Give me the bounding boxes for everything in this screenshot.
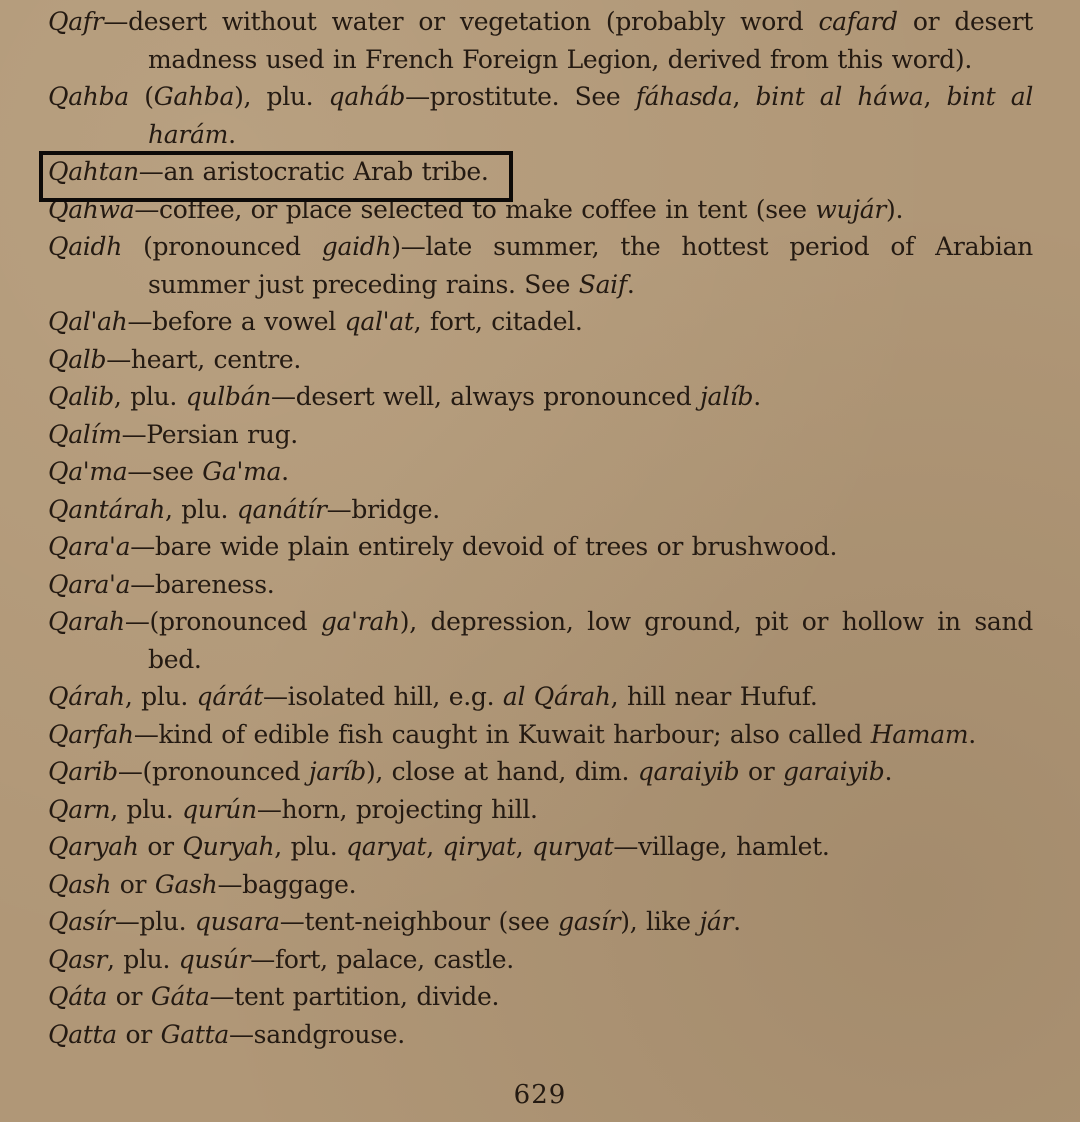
glossary-entry-qaryah: Qaryah or Quryah, plu. qaryat, qiryat, quryat—village, hamlet. xyxy=(48,832,830,861)
glossary-entry-qasr: Qasr, plu. qusúr—fort, palace, castle. xyxy=(48,944,514,974)
glossary-entry-qalb: Qalb—heart, centre. xyxy=(48,344,302,374)
glossary-entry-qahtan: Qahtan—an aristocratic Arab tribe. xyxy=(48,157,489,186)
entry-term: Qasr xyxy=(48,944,107,974)
entry-term: Qara'a xyxy=(48,569,131,599)
glossary-entry-qalib: Qalib, plu. qulbán—desert well, always pronounced jalíb. xyxy=(48,382,761,411)
glossary-entry-qama: Qa'ma—see Ga'ma. xyxy=(48,457,289,486)
entry-term: Qalím xyxy=(48,419,122,449)
entry-term: Qasír xyxy=(48,907,115,936)
glossary-entry-qata: Qáta or Gáta—tent partition, divide. xyxy=(48,982,500,1011)
entry-term: Qalib xyxy=(48,382,114,411)
entry-term: Qaidh xyxy=(48,232,123,261)
entry-term: Qahba xyxy=(48,82,129,111)
glossary-entry-qaraa: Qara'a—bare wide plain entirely devoid of trees or brushwood. xyxy=(48,532,838,561)
entry-term: Qahtan xyxy=(48,157,139,186)
glossary-entry-qaidh: Qaidh (pronounced gaidh)—late summer, the hottest period of Arabian summer just preceding rains. See Saif. xyxy=(48,232,1033,299)
glossary-entry-qarib: Qarib—(pronounced jaríb), close at hand, dim. qaraiyib or garaiyib. xyxy=(48,757,893,786)
entry-term: Qarib xyxy=(48,757,118,786)
entry-term: Qaryah xyxy=(48,832,139,861)
entry-term: Qash xyxy=(48,869,112,899)
page-number: 629 xyxy=(513,1080,567,1110)
glossary-entry-qantarah: Qantárah, plu. qanátír—bridge. xyxy=(48,494,440,524)
entry-term: Qáta xyxy=(48,982,108,1011)
glossary-entry-qafr: Qafr—desert without water or vegetation (probably word cafard or desert madness used in French Foreign Legion, derived from this word). xyxy=(48,7,1033,74)
glossary-entry-qarah: Qarah—(pronounced ga'rah), depression, low ground, pit or hollow in sand bed. xyxy=(48,607,1033,674)
glossary-entry-qahwa: Qahwa—coffee, or place selected to make coffee in tent (see wujár). xyxy=(48,194,904,224)
glossary-entry-qarn: Qarn, plu. qurún—horn, projecting hill. xyxy=(48,794,538,824)
glossary-entry-qahba: Qahba (Gahba), plu. qaháb—prostitute. See fáhasda, bint al háwa, bint al harám. xyxy=(48,82,1034,149)
entry-term: Qárah xyxy=(48,682,125,711)
entry-term: Qa'ma xyxy=(48,457,128,486)
glossary-entry-qarah-hill: Qárah, plu. qárát—isolated hill, e.g. al Qárah, hill near Hufuf. xyxy=(48,682,818,711)
entry-term: Qara'a xyxy=(48,532,131,561)
entry-term: Qarn xyxy=(48,794,111,824)
entry-term: Qahwa xyxy=(48,194,135,224)
glossary-entry-qatta: Qatta or Gatta—sandgrouse. xyxy=(48,1019,405,1049)
entry-term: Qarah xyxy=(48,607,125,636)
entry-term: Qarfah xyxy=(48,719,134,749)
entry-term: Qalb xyxy=(48,344,107,374)
glossary-entry-qalah: Qal'ah—before a vowel qal'at, fort, citadel. xyxy=(48,307,583,336)
entry-term: Qatta xyxy=(48,1019,117,1049)
glossary-entry-qarfah: Qarfah—kind of edible fish caught in Kuwait harbour; also called Hamam. xyxy=(48,719,976,749)
glossary-entry-qash: Qash or Gash—baggage. xyxy=(48,869,357,899)
glossary-entry-qaraa-bareness: Qara'a—bareness. xyxy=(48,569,275,599)
glossary-entry-qalim: Qalím—Persian rug. xyxy=(48,419,298,449)
entry-term: Qafr xyxy=(48,7,104,36)
entry-term: Qal'ah xyxy=(48,307,128,336)
highlight-box xyxy=(39,151,513,202)
glossary-entry-qasir: Qasír—plu. qusara—tent-neighbour (see gasír), like jár. xyxy=(48,907,741,936)
entry-term: Qantárah xyxy=(48,494,166,524)
